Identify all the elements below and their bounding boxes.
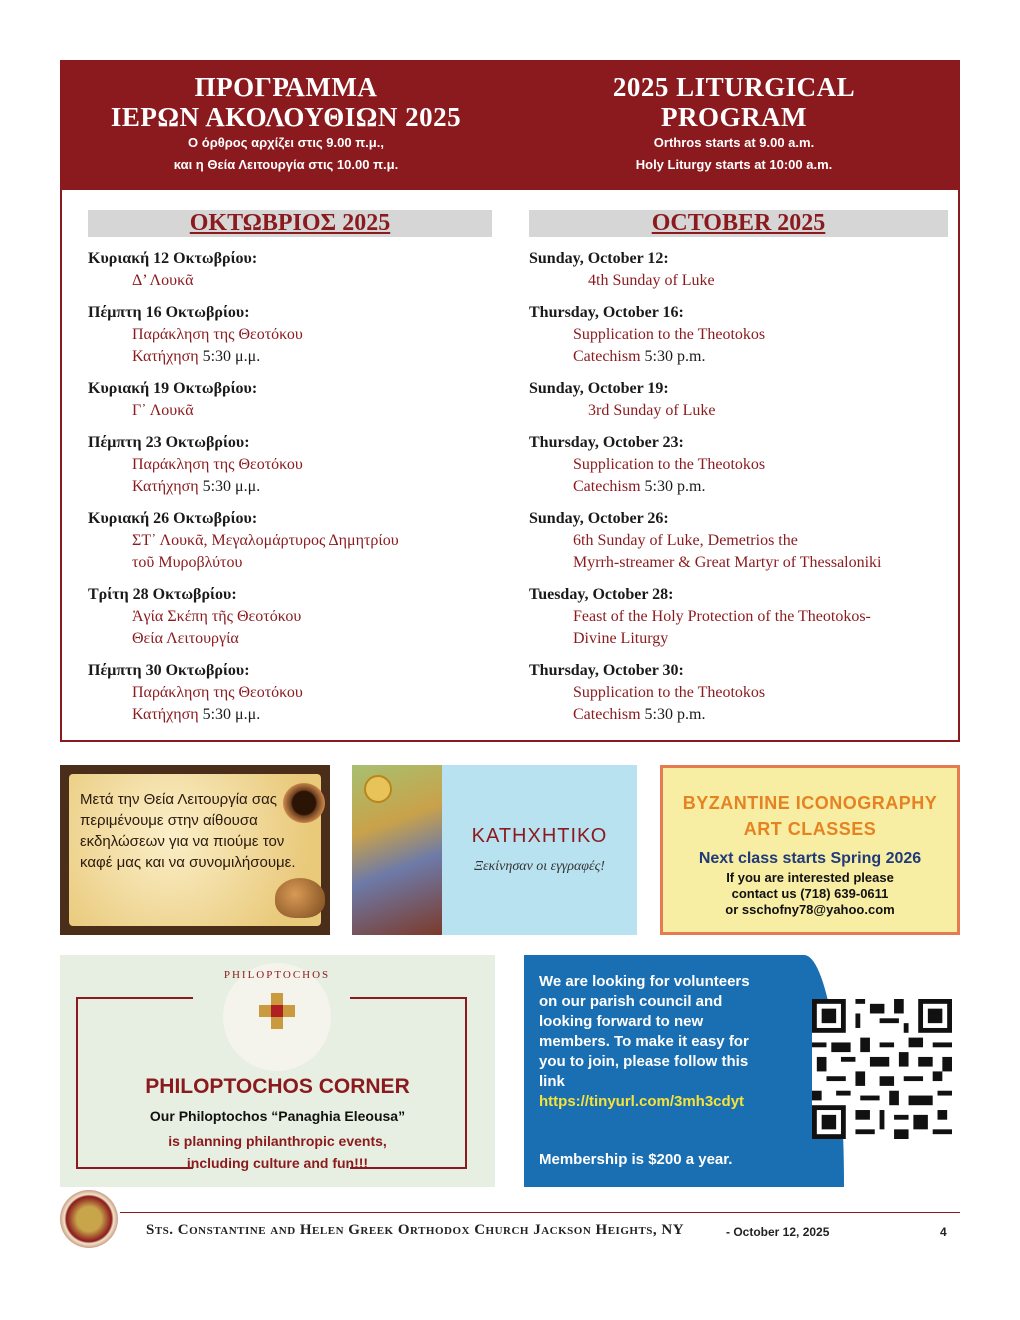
english-month-heading: OCTOBER 2025 [529,210,948,237]
schedule-service: 3rd Sunday of Luke [588,402,716,419]
schedule-time: 5:30 p.m. [644,348,706,365]
schedule-service: 4th Sunday of Luke [588,272,715,289]
schedule-entry [88,302,498,368]
schedule-service: ΣΤ᾽ Λουκᾶ, Μεγαλομάρτυρος Δημητρίου [132,532,399,549]
schedule-day: Sunday, October 19: [529,380,669,397]
philoptochos-corner [60,955,495,1187]
schedule-service-name: Κατήχηση [132,706,199,723]
schedule-service-name: τοῦ Μυροβλύτου [132,554,243,571]
philoptochos-title: PHILOPTOCHOS CORNER [145,1075,410,1098]
catechism-notice [352,765,637,935]
church-seal-icon [60,1190,118,1248]
program-header [62,62,958,190]
greek-title-line1: ΠΡΟΓΡΑΜΜΑ [194,72,378,102]
qr-code-icon[interactable] [812,999,952,1139]
schedule-service-name: Divine Liturgy [573,630,669,647]
schedule-service: Supplication to the Theotokos [573,684,766,701]
schedule-entry [88,248,498,292]
footer-date: - October 12, 2025 [726,1225,830,1239]
coffee-cup-icon [283,783,325,823]
schedule-day: Thursday, October 30: [529,662,684,679]
schedule-service: Ἁγία Σκέπη τῆς Θεοτόκου [132,608,302,625]
schedule-service: Γ᾽ Λουκᾶ [132,402,194,419]
schedule-service-name: Myrrh-streamer & Great Martyr of Thessaloniki [573,554,882,571]
english-header [510,72,958,176]
page-number: 4 [940,1225,947,1239]
philoptochos-logo-text: PHILOPTOCHOS [223,969,331,981]
iconography-title [663,790,957,842]
volunteer-notice [524,955,960,1187]
schedule-day: Τρίτη 28 Οκτωβρίου: [88,586,237,603]
philoptochos-line1: Our Philoptochos “Panaghia Eleousa” [149,1108,406,1124]
greek-title-line2: ΙΕΡΩΝ ΑΚΟΛΟΥΘΙΩΝ 2025 [110,102,462,132]
coffee-hour-notice [60,765,330,935]
schedule-entry [529,660,954,726]
greek-schedule [88,248,498,736]
schedule-time: 5:30 μ.μ. [202,706,261,723]
iconography-info-line1: If you are interested please [726,870,894,885]
schedule-entry [88,584,498,650]
schedule-service: 6th Sunday of Luke, Demetrios the [573,532,798,549]
schedule-day: Πέμπτη 16 Οκτωβρίου: [88,304,250,321]
schedule-service: Παράκληση της Θεοτόκου [132,456,303,473]
schedule-service: Supplication to the Theotokos [573,326,766,343]
english-title-line1: 2025 LITURGICAL [612,72,856,102]
volunteer-link[interactable]: https://tinyurl.com/3mh3cdyt [539,1093,745,1110]
schedule-service-line2 [88,704,498,726]
greek-month-heading: ΟΚΤΩΒΡΙΟΣ 2025 [88,210,492,237]
schedule-time: 5:30 p.m. [644,478,706,495]
schedule-service-line2 [529,346,954,368]
schedule-entry [529,584,954,650]
philoptochos-details [60,1130,495,1174]
liturgical-program [60,60,960,742]
english-subtitle-line2: Holy Liturgy starts at 10:00 a.m. [635,157,833,172]
schedule-service-line2 [529,552,954,574]
english-schedule [529,248,954,736]
volunteer-message: We are looking for volunteers on our parish council and looking forward to new members. To make it easy for you to join, please follow this link [539,973,750,1090]
greek-subtitle-line1: Ο όρθρος αρχίζει στις 9.00 π.μ., [188,135,384,150]
schedule-time: 5:30 p.m. [644,706,706,723]
schedule-service-name: Κατήχηση [132,478,199,495]
schedule-time: 5:30 μ.μ. [202,478,261,495]
schedule-service-name: Catechism [573,706,641,723]
schedule-day: Sunday, October 26: [529,510,669,527]
schedule-service-line2 [529,704,954,726]
schedule-day: Thursday, October 16: [529,304,684,321]
schedule-entry [88,660,498,726]
schedule-entry [88,378,498,422]
schedule-time: 5:30 μ.μ. [202,348,261,365]
greek-subtitle-line2: και η Θεία Λειτουργία στις 10.00 π.μ. [173,157,399,172]
coffee-text: Μετά την Θεία Λειτουργία σας περιμένουμε στην αίθουσα εκδηλώσεων για να πιούμε τον καφέ μας και να συνομιλήσουμε. [80,791,296,871]
iconography-classes-notice [660,765,960,935]
schedule-day: Πέμπτη 30 Οκτωβρίου: [88,662,250,679]
schedule-service-line2 [88,476,498,498]
schedule-entry [529,248,954,292]
footer-divider [120,1212,960,1213]
catechism-subtitle: Ξεκίνησαν οι εγγραφές! [474,859,605,874]
schedule-day: Κυριακή 26 Οκτωβρίου: [88,510,258,527]
schedule-service-line2 [529,628,954,650]
english-title-line2: PROGRAM [661,102,807,132]
schedule-service-line2 [88,346,498,368]
philoptochos-line3: including culture and fun!!! [186,1155,369,1171]
schedule-day: Sunday, October 12: [529,250,669,267]
schedule-service: Παράκληση της Θεοτόκου [132,684,303,701]
iconography-title-line1: BYZANTINE ICONOGRAPHY [682,793,938,813]
iconography-info-line2: contact us (718) 639-0611 [731,886,889,901]
schedule-entry [529,508,954,574]
schedule-day: Tuesday, October 28: [529,586,674,603]
schedule-service: Παράκληση της Θεοτόκου [132,326,303,343]
schedule-service-line2 [88,628,498,650]
iconography-contact [663,870,957,918]
english-subtitle-line1: Orthros starts at 9.00 a.m. [653,135,815,150]
schedule-day: Thursday, October 23: [529,434,684,451]
volunteer-text [539,972,769,1112]
catechism-title: ΚΑΤΗΧΗΤΙΚΟ [471,825,608,847]
schedule-service-name: Catechism [573,478,641,495]
schedule-entry [529,432,954,498]
christ-with-children-icon [352,765,442,935]
schedule-day: Κυριακή 12 Οκτωβρίου: [88,250,258,267]
iconography-title-line2: ART CLASSES [743,819,877,839]
halo-icon [364,775,392,803]
iconography-info-line3: or sschofny78@yahoo.com [725,902,895,917]
philoptochos-line2: is planning philanthropic events, [168,1133,387,1149]
schedule-service: Feast of the Holy Protection of the Theotokos- [573,608,871,625]
greek-header [62,72,510,176]
schedule-day: Κυριακή 19 Οκτωβρίου: [88,380,258,397]
membership-fee: Membership is $200 a year. [539,1151,733,1168]
schedule-entry [88,432,498,498]
schedule-day: Πέμπτη 23 Οκτωβρίου: [88,434,250,451]
schedule-entry [529,378,954,422]
cross-icon [259,993,295,1029]
schedule-service-name: Θεία Λειτουργία [132,630,239,647]
schedule-service: Δ’ Λουκᾶ [132,272,194,289]
schedule-service-name: Catechism [573,348,641,365]
schedule-entry [529,302,954,368]
iconography-next-class: Next class starts Spring 2026 [698,850,922,867]
schedule-service-line2 [88,552,498,574]
schedule-service: Supplication to the Theotokos [573,456,766,473]
schedule-service-name: Κατήχηση [132,348,199,365]
schedule-service-line2 [529,476,954,498]
schedule-entry [88,508,498,574]
coffee-pot-icon [275,878,325,918]
philoptochos-logo [223,963,331,1071]
footer-church-name: Sts. Constantine and Helen Greek Orthodox Church Jackson Heights, NY [146,1222,685,1238]
